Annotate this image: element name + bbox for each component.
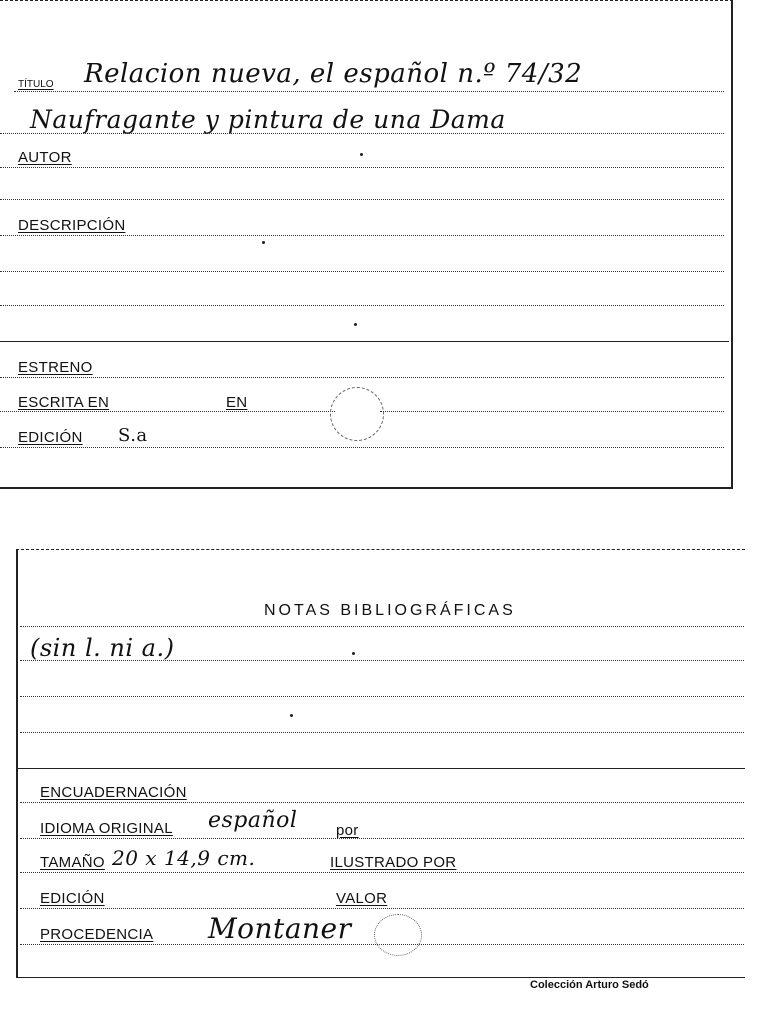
- notes-line-4: [20, 732, 744, 733]
- estreno-label: ESTRENO: [18, 359, 93, 376]
- notes-value: (sin l. ni a.): [30, 634, 175, 662]
- encuadernacion-line: [20, 802, 744, 803]
- tamano-line: [20, 872, 744, 873]
- punch-hole-mark: [330, 387, 384, 441]
- procedencia-label: PROCEDENCIA: [40, 926, 154, 943]
- idioma-line: [20, 838, 744, 839]
- speck: [352, 652, 355, 655]
- idioma-value: español: [208, 808, 298, 833]
- titulo-value-line2: Naufragante y pintura de una Dama: [30, 105, 506, 134]
- catalog-card-back: [16, 549, 745, 978]
- card-bottom-line: [18, 977, 745, 978]
- por-label: por: [336, 822, 359, 839]
- en-label: EN: [226, 394, 248, 411]
- escrita-line-right: [380, 411, 724, 412]
- notes-line-3: [20, 696, 744, 697]
- tamano-label: TAMAÑO: [40, 854, 105, 871]
- notes-end-line: [18, 768, 745, 769]
- speck: [290, 714, 293, 717]
- escrita-line-left: [0, 411, 335, 412]
- description-end-line: [0, 341, 729, 342]
- ilustrado-por-label: ILUSTRADO POR: [330, 854, 457, 871]
- speck: [262, 241, 265, 244]
- idioma-original-label: IDIOMA ORIGINAL: [40, 820, 173, 837]
- titulo-value-line1: Relacion nueva, el español n.º 74/32: [84, 59, 583, 89]
- titulo-label: TÍTULO: [18, 79, 54, 90]
- tamano-value: 20 x 14,9 cm.: [112, 846, 256, 870]
- edicion-value: S.a: [118, 425, 148, 446]
- encuadernacion-label: ENCUADERNACIÓN: [40, 784, 187, 801]
- description-line-1: [0, 235, 724, 236]
- edicion-back-label: EDICIÓN: [40, 890, 105, 907]
- valor-label: VALOR: [336, 890, 388, 907]
- catalog-card-front: [0, 0, 733, 489]
- procedencia-value: Montaner: [208, 912, 352, 945]
- author-line-2: [0, 199, 724, 200]
- autor-label: AUTOR: [18, 149, 72, 166]
- edicion-line: [0, 447, 724, 448]
- title-line-1: [14, 91, 724, 92]
- estreno-line: [0, 377, 724, 378]
- speck: [354, 323, 357, 326]
- notes-line-1: [20, 626, 744, 627]
- edicion-label: EDICIÓN: [18, 429, 83, 446]
- author-line: [0, 167, 724, 168]
- escrita-en-label: ESCRITA EN: [18, 394, 110, 411]
- description-line-2: [0, 271, 724, 272]
- collection-stamp: Colección Arturo Sedó: [530, 979, 649, 991]
- descripcion-label: DESCRIPCIÓN: [18, 217, 126, 234]
- notas-heading: NOTAS BIBLIOGRÁFICAS: [264, 602, 516, 619]
- stain-mark: [374, 914, 422, 956]
- speck: [360, 153, 363, 156]
- edicion-line: [20, 908, 744, 909]
- description-line-3: [0, 305, 724, 306]
